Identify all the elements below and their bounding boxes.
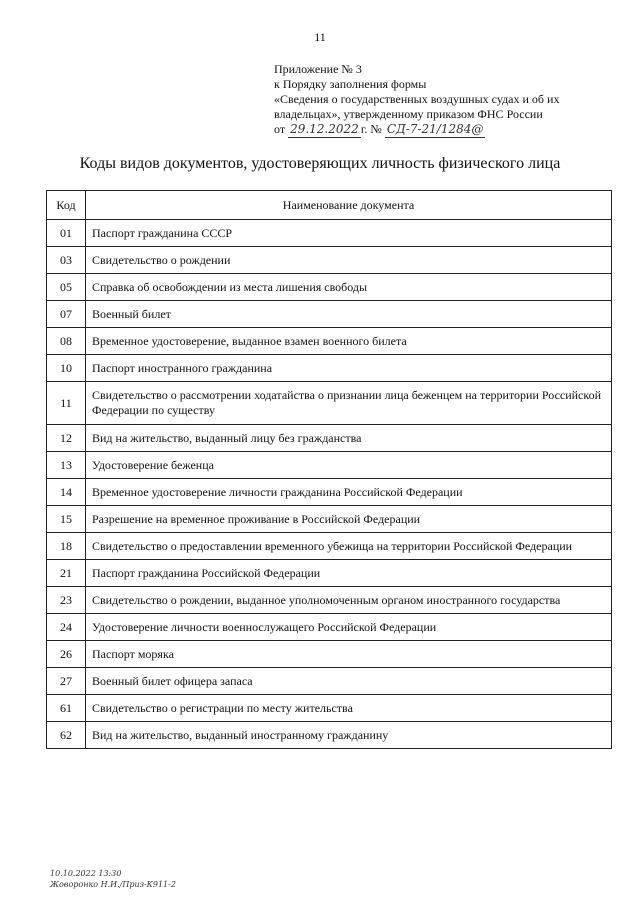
- row-name: Вид на жительство, выданный иностранному гражданину: [86, 722, 612, 749]
- order-number-handwritten: СД-7-21/1284@: [386, 122, 484, 136]
- table-row: [47, 614, 612, 641]
- appendix-line: «Сведения о государственных воздушных судах и об их: [274, 92, 560, 106]
- table-row: [47, 355, 612, 382]
- row-code: 26: [47, 641, 86, 668]
- table-row: [47, 425, 612, 452]
- row-name: Свидетельство о рождении, выданное уполномоченным органом иностранного государства: [86, 587, 612, 614]
- appendix-line: владельцах», утвержденному приказом ФНС России: [274, 107, 543, 121]
- table-row: [47, 452, 612, 479]
- row-name: Свидетельство о предоставлении временного убежища на территории Российской Федерации: [86, 533, 612, 560]
- table-row: [47, 533, 612, 560]
- order-prefix: от: [274, 122, 286, 136]
- row-code: 61: [47, 695, 86, 722]
- row-name: Военный билет: [86, 301, 612, 328]
- table-row: [47, 382, 612, 425]
- row-name: Паспорт моряка: [86, 641, 612, 668]
- page-number: 11: [314, 30, 326, 44]
- table-row: [47, 301, 612, 328]
- document-codes-table: [46, 190, 612, 749]
- header-name: Наименование документа: [86, 191, 612, 220]
- stamp-author: Жоворонко Н.И./Приз-К911-2: [50, 880, 176, 889]
- row-name: Паспорт иностранного гражданина: [86, 355, 612, 382]
- row-name: Свидетельство о рассмотрении ходатайства о признании лица беженцем на территории Российской Федерации по существу: [86, 382, 612, 425]
- row-code: 24: [47, 614, 86, 641]
- row-code: 01: [47, 220, 86, 247]
- table-row: [47, 247, 612, 274]
- row-code: 15: [47, 506, 86, 533]
- appendix-line: к Порядку заполнения формы: [274, 77, 427, 91]
- appendix-header: [274, 62, 559, 138]
- stamp-datetime: 10.10.2022 13:30: [50, 869, 122, 878]
- row-name: Разрешение на временное проживание в Российской Федерации: [86, 506, 612, 533]
- table-row: [47, 587, 612, 614]
- row-code: 12: [47, 425, 86, 452]
- row-code: 62: [47, 722, 86, 749]
- order-mid: г. №: [360, 122, 382, 136]
- row-code: 21: [47, 560, 86, 587]
- order-date-handwritten: 29.12.2022: [290, 122, 359, 136]
- row-name: Вид на жительство, выданный лицу без гражданства: [86, 425, 612, 452]
- appendix-line: Приложение № 3: [274, 62, 362, 76]
- table-row: [47, 722, 612, 749]
- order-line: [274, 122, 559, 138]
- table-row: [47, 506, 612, 533]
- row-name: Временное удостоверение, выданное взамен военного билета: [86, 328, 612, 355]
- row-code: 10: [47, 355, 86, 382]
- table-header-row: [47, 191, 612, 220]
- row-code: 03: [47, 247, 86, 274]
- row-code: 14: [47, 479, 86, 506]
- row-name: Свидетельство о регистрации по месту жительства: [86, 695, 612, 722]
- table-row: [47, 695, 612, 722]
- row-name: Военный билет офицера запаса: [86, 668, 612, 695]
- row-code: 08: [47, 328, 86, 355]
- row-code: 11: [47, 382, 86, 425]
- row-name: Временное удостоверение личности гражданина Российской Федерации: [86, 479, 612, 506]
- row-name: Удостоверение личности военнослужащего Российской Федерации: [86, 614, 612, 641]
- print-stamp: [50, 868, 176, 890]
- table-row: [47, 560, 612, 587]
- header-code: Код: [47, 191, 86, 220]
- table-row: [47, 274, 612, 301]
- row-code: 05: [47, 274, 86, 301]
- table-row: [47, 220, 612, 247]
- row-code: 18: [47, 533, 86, 560]
- document-title: Коды видов документов, удостоверяющих личность физического лица: [79, 155, 561, 172]
- table-row: [47, 641, 612, 668]
- row-code: 07: [47, 301, 86, 328]
- row-name: Паспорт гражданина Российской Федерации: [86, 560, 612, 587]
- row-name: Свидетельство о рождении: [86, 247, 612, 274]
- row-name: Удостоверение беженца: [86, 452, 612, 479]
- row-code: 27: [47, 668, 86, 695]
- table-row: [47, 328, 612, 355]
- row-code: 23: [47, 587, 86, 614]
- row-name: Справка об освобождении из места лишения свободы: [86, 274, 612, 301]
- table-row: [47, 668, 612, 695]
- row-name: Паспорт гражданина СССР: [86, 220, 612, 247]
- row-code: 13: [47, 452, 86, 479]
- table-row: [47, 479, 612, 506]
